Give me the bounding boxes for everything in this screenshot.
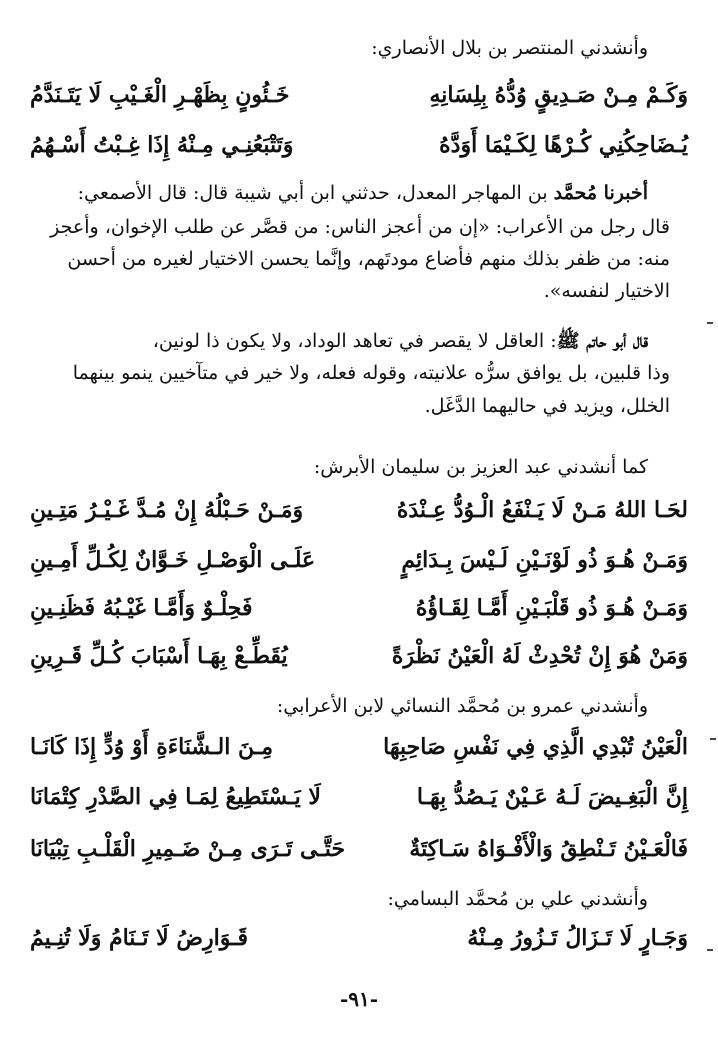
paragraph-1-line-2: قال رجل من الأعراب: «إن من أعجز الناس: من قصَّر عن طلب الإخوان، وأعجز xyxy=(50,216,670,238)
paragraph-1-line-3: منه: من ظفر بذلك منهم فأضاع مودتَهم، وإنَّما يحسن الاختيار لغيره من أحسن xyxy=(67,248,670,270)
paragraph-1-line-4: الاختيار لنفسه». xyxy=(543,280,670,302)
verse-line xyxy=(30,588,688,628)
verse-hemistich-second: وَتَتْبَعُنِـي مِـنْهُ إِذَا غِـبْتُ أَسْـهُمُ xyxy=(30,132,294,158)
verse-hemistich-second: يُقَطِّـعْ بِهَـا أَسْبَابَ كُـلِّ قَـرِينِ xyxy=(30,643,288,669)
verse-hemistich-second: حَتَّـى تَـرَى مِـنْ ضَـمِيرِ الْقَلْـبِ تِبْيَانَا xyxy=(30,836,346,862)
margin-mark xyxy=(710,738,716,740)
verse-line xyxy=(30,125,688,165)
verse-hemistich-first: إِنَّ الْبَغِـيضَ لَـهُ عَـيْنٌ يَـصُدُّ بِهَـا xyxy=(416,784,688,810)
verse-hemistich-first: يُـضَاحِكُنِي كُـرْهًا لِكَـيْمَا أَوَدَّهُ xyxy=(439,132,688,158)
verse-line xyxy=(30,918,688,958)
verse-hemistich-second: وَمَـنْ حَـبْلُهُ إِنْ مُـدَّ غَـيْـرُ مَتِـينِ xyxy=(30,497,304,523)
verse-hemistich-second: فَحِلْـوٌ وَأَمَّـا غَيْـبُهُ فَظَنِـينِ xyxy=(30,595,253,621)
verse-hemistich-second: عَلَـى الْوَصْـلِ خَـوَّانٌ لِكُـلِّ أَمِـينِ xyxy=(30,547,316,573)
intro-line-1: وأنشدني المنتصر بن بلال الأنصاري: xyxy=(371,37,648,59)
page-number: -٩١- xyxy=(339,987,379,1011)
verse-line xyxy=(30,75,688,115)
verse-hemistich-first: وَجَـارٍ لَا تَـزَالُ تَـزُورُ مِـنْهُ xyxy=(467,925,688,951)
verse-hemistich-first: وَكَـمْ مِـنْ صَـدِيقٍ وُدُّهُ بِلِسَانِهِ xyxy=(429,82,688,108)
verse-hemistich-second: مِـنَ الـشَّنَاءَةِ أَوْ وُدٍّ إِذَا كَانَـا xyxy=(30,734,273,760)
paragraph-1-rest: بن المهاجر المعدل، حدثني ابن أبي شيبة قال: قال الأصمعي: xyxy=(77,182,554,204)
verse-hemistich-second: قَـوَارِضُ لَا تَـنَامُ وَلَا تُنِـيمُ xyxy=(30,925,249,951)
verse-hemistich-first: وَمَـنْ هُـوَ ذُو قَلْبَـيْنِ أَمَّـا لِقَـاؤُهُ xyxy=(415,595,688,621)
paragraph-2-line-1 xyxy=(30,326,648,356)
margin-mark xyxy=(707,322,713,324)
verse-line xyxy=(30,727,688,767)
paragraph-2-rest: : العاقل لا يقصر في تعاهد الوداد، ولا يكون ذا لونين، xyxy=(152,330,557,352)
intro-line-2: كما أنشدني عبد العزيز بن سليمان الأبرش: xyxy=(313,456,648,478)
verse-hemistich-first: فَالْعَـيْنُ تَـنْطِقُ وَالْأَفْـوَاهُ سَـاكِتَةٌ xyxy=(409,836,688,862)
verse-hemistich-first: لحَـا اللهُ مَـنْ لَا يَـنْفَعُ الْـوُدُّ عِـنْدَهُ xyxy=(396,497,688,523)
verse-line xyxy=(30,829,688,869)
verse-line xyxy=(30,777,688,817)
verse-line xyxy=(30,540,688,580)
intro-line-4: وأنشدني علي بن مُحمَّد البسامي: xyxy=(387,888,648,910)
verse-hemistich-first: وَمَنْ هُوَ إِنْ تُحْدِثْ لَهُ الْعَيْنُ نَظْرَةً xyxy=(391,643,688,669)
paragraph-2-bold-lead: قال أبو حاتم ﷺ xyxy=(556,330,648,352)
verse-hemistich-first: الْعَيْنُ تُبْدِي الَّذِي فِي نَفْسِ صَاحِبِهَا xyxy=(383,734,688,760)
verse-line xyxy=(30,490,688,530)
verse-line xyxy=(30,636,688,676)
margin-mark xyxy=(707,949,713,951)
paragraph-1-bold-lead: أخبرنا مُحمَّد xyxy=(553,182,648,204)
intro-line-3: وأنشدني عمرو بن مُحمَّد النسائي لابن الأعرابي: xyxy=(276,695,648,717)
verse-hemistich-second: خَـئُونٍ بِظَهْـرِ الْغَـيْبِ لَا يَتَـنَدَّمُ xyxy=(30,82,290,108)
verse-hemistich-first: وَمَـنْ هُـوَ ذُو لَوْنَـيْنِ لَـيْسَ بِـدَائِمٍ xyxy=(401,547,688,573)
verse-hemistich-second: لَا يَـسْتَطِيعُ لِمَـا فِي الصَّدْرِ كِتْمَانَا xyxy=(30,784,321,810)
paragraph-2-line-2: وذا قلبين، بل يوافق سرُّه علانيته، وقوله فعله، ولا خير في متآخيين ينمو بينهما xyxy=(72,362,670,384)
paragraph-1-line-1 xyxy=(30,178,648,208)
paragraph-2-line-3: الخلل، ويزيد في حاليهما الدَّغَل. xyxy=(424,395,670,417)
